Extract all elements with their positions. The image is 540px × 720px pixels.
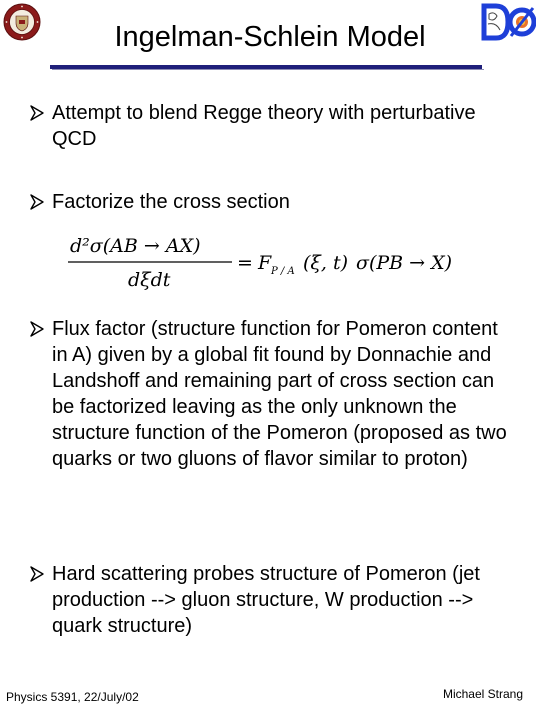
equation-numerator: d²σ(AB → AX)	[70, 235, 201, 257]
footer-author: Michael Strang	[442, 687, 523, 701]
slide-title: Ingelman-Schlein Model	[114, 21, 426, 53]
bullet-item	[28, 100, 498, 152]
bullet-text: Factorize the cross section	[52, 191, 290, 213]
flux-symbol: F	[258, 252, 272, 274]
footer-course-date: Physics 5391, 22/July/02	[6, 690, 139, 704]
equals-sign: =	[237, 252, 253, 274]
bullet-item	[28, 561, 528, 639]
arrow-bullet-icon	[28, 189, 46, 215]
arrow-bullet-icon	[28, 316, 46, 342]
bullet-text: Hard scattering probes structure of Pomeron (jet production --> gluon structure, W production --> quark structure)	[52, 563, 480, 637]
equation-denominator: dξdt	[128, 269, 171, 291]
flux-subscript: P / A	[271, 266, 295, 277]
arrow-bullet-icon	[28, 561, 46, 587]
arrow-bullet-icon	[28, 100, 46, 126]
bullet-text: Attempt to blend Regge theory with perturbative QCD	[52, 102, 476, 150]
flux-arguments: (ξ, t)	[303, 252, 349, 274]
bullet-text: Flux factor (structure function for Pomeron content in A) given by a global fit found by Donnachie and Landshoff and remaining part of cross section can be factorized leaving as the only unknown the structure function of the Pomeron (proposed as two quarks or two gluons of flavor similar to proton)	[52, 318, 507, 470]
bullet-item	[28, 316, 518, 472]
sub-cross-section: σ(PB → X)	[356, 252, 453, 274]
cross-section-equation	[60, 230, 480, 292]
bullet-item	[28, 189, 498, 215]
title-underline-shadow	[52, 69, 484, 70]
